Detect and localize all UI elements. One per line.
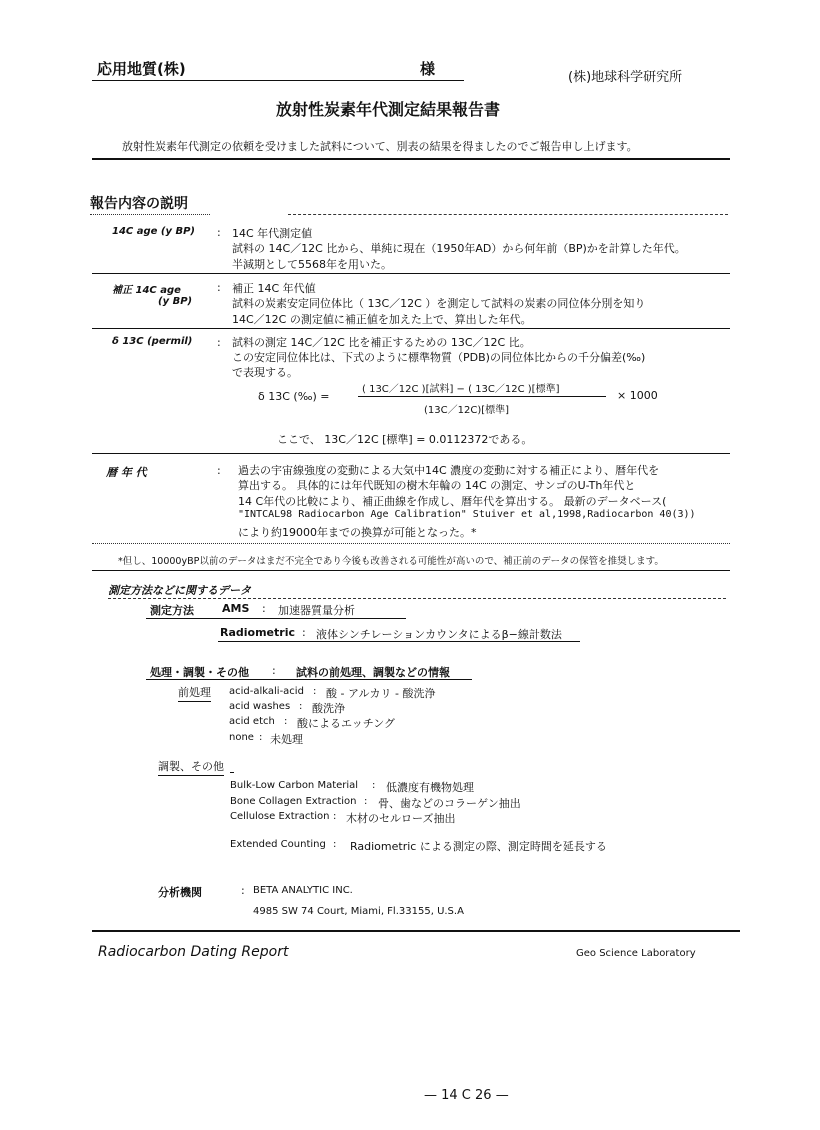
prep-label: 調製、その他 [158,758,224,776]
section-divider [92,570,730,571]
treatment-label: 処理・調製・その他 [150,666,249,679]
colon: : [217,226,221,239]
row4-line4: "INTCAL98 Radiocarbon Age Calibration" Stuiver et al,1998,Radiocarbon 40(3)) [238,509,696,520]
pretreatment-key: acid washes [229,701,291,712]
ams-key: AMS [222,602,250,615]
row4-line3: 14 C年代の比較により、補正曲線を作成し、暦年代を算出する。 最新のデータベース( [238,495,667,508]
colon: : [333,811,337,822]
method-underline [146,618,406,619]
pretreatment-value: 酸によるエッチング [297,717,396,730]
section1-heading: 報告内容の説明 [90,196,188,212]
row4-line5: により約19000年までの換算が可能となった。* [238,526,477,539]
term-delta-13c: δ 13C (permil) [112,336,193,347]
analysis-lab-address: 4985 SW 74 Court, Miami, Fl.33155, U.S.A [253,906,464,917]
colon: : [313,686,317,697]
prep-key: Cellulose Extraction [230,811,330,822]
formula-factor: × 1000 [617,389,658,402]
extended-key: Extended Counting [230,839,326,850]
term-calendar-age: 暦 年 代 [106,466,147,479]
prep-key: Bulk-Low Carbon Material [230,780,359,791]
row-divider [92,543,730,544]
colon: : [333,839,337,850]
radiometric-key: Radiometric [220,626,295,639]
footer-lab-name: Geo Science Laboratory [576,948,696,959]
pretreatment-value: 未処理 [270,733,303,746]
term-14c-age: 14C age (y BP) [112,226,195,237]
honorific: 様 [420,60,436,78]
prep-value: 木材のセルローズ抽出 [346,812,456,825]
pretreatment-key: acid-alkali-acid [229,686,304,697]
client-name: 応用地質(株) [97,60,186,78]
colon: : [284,716,288,727]
row2-line2: 試料の炭素安定同位体比（ 13C／12C ）を測定して試料の炭素の同位体分別を知り [232,297,646,310]
section2-heading: 測定方法などに関するデータ [108,584,251,597]
section2-rule [108,598,726,599]
fraction-bar [358,396,606,397]
document-title: 放射性炭素年代測定結果報告書 [276,100,501,119]
prep-key: Bone Collagen Extraction [230,796,357,807]
formula-numerator: ( 13C／12C )[試料] − ( 13C／12C )[標準] [362,384,560,395]
colon: : [217,336,221,349]
row4-line2: 算出する。 具体的には年代既知の樹木年輪の 14C の測定、サンゴのU-Th年代と [238,479,636,492]
prep-rule-tick [230,772,234,773]
colon: : [302,626,306,639]
term-corrected-unit: (y BP) [158,296,193,307]
formula-denominator: (13C／12C)[標準] [424,405,510,416]
footnote: *但し、10000yBP以前のデータはまだ不完全であり今後も改善される可能性が高いので、補正前のデータの保管を推奨します。 [118,556,664,567]
row1-line3: 半減期として5568年を用いた。 [232,258,392,271]
colon: : [217,281,221,294]
row-divider [92,453,730,454]
lab-label: 分析機関 [158,886,202,899]
lab-name: (株)地球科学研究所 [568,70,683,85]
row-divider [92,328,730,329]
colon: : [241,884,245,897]
pretreatment-value: 酸 - アルカリ - 酸洗浄 [326,687,436,700]
method-label: 測定方法 [150,604,194,617]
formula-lhs: δ 13C (‰) = [258,390,330,403]
row2-line3: 14C／12C の測定値に補正値を加えた上で、算出した年代。 [232,313,532,326]
intro-text: 放射性炭素年代測定の依頼を受けました試料について、別表の結果を得ましたのでご報告申し上げます。 [122,140,638,153]
header-underline [92,80,464,81]
colon: : [364,796,368,807]
page-number: — 14 C 26 — [424,1088,509,1103]
row3-line3: で表現する。 [232,366,298,379]
colon: : [372,780,376,791]
pretreatment-key: acid etch [229,716,275,727]
colon: : [299,701,303,712]
row2-line1: 補正 14C 年代値 [232,282,316,295]
intro-rule [92,158,730,160]
ams-value: 加速器質量分析 [278,604,355,617]
row3-line2: この安定同位体比は、下式のように標準物質（PDB)の同位体比からの千分偏差(‰) [232,351,646,364]
treatment-underline [146,679,472,680]
pretreatment-label: 前処理 [178,684,211,702]
colon: : [217,464,221,477]
footer-report-title: Radiocarbon Dating Report [98,944,289,960]
colon: : [272,664,276,677]
term-corrected-14c-age: 補正 14C age [112,285,181,296]
analysis-lab-name: BETA ANALYTIC INC. [253,885,353,896]
row1-line1: 14C 年代測定値 [232,227,313,240]
pretreatment-key: none [229,732,254,743]
footer-rule [92,930,740,932]
standard-ratio-note: ここで、 13C／12C [標準] = 0.0112372である。 [277,433,533,446]
section1-rule-right [288,214,728,215]
row3-line1: 試料の測定 14C／12C 比を補正するための 13C／12C 比。 [232,336,531,349]
section1-rule [90,214,210,215]
treatment-value: 試料の前処理、調製などの情報 [296,666,450,679]
prep-value: 低濃度有機物処理 [386,781,474,794]
row-divider [92,273,730,274]
row4-line1: 過去の宇宙線強度の変動による大気中14C 濃度の変動に対する補正により、暦年代を [238,464,660,477]
row1-line2: 試料の 14C／12C 比から、単純に現在（1950年AD）から何年前（BP)かを計算した年代。 [232,242,686,255]
extended-value: Radiometric による測定の際、測定時間を延長する [350,840,607,853]
radiometric-value: 液体シンチレーションカウンタによるβ−線計数法 [316,628,562,641]
pretreatment-value: 酸洗浄 [312,702,345,715]
prep-value: 骨、歯などのコラーゲン抽出 [378,797,521,810]
radiometric-underline [218,641,580,642]
colon: : [262,602,266,615]
colon: : [259,732,263,743]
